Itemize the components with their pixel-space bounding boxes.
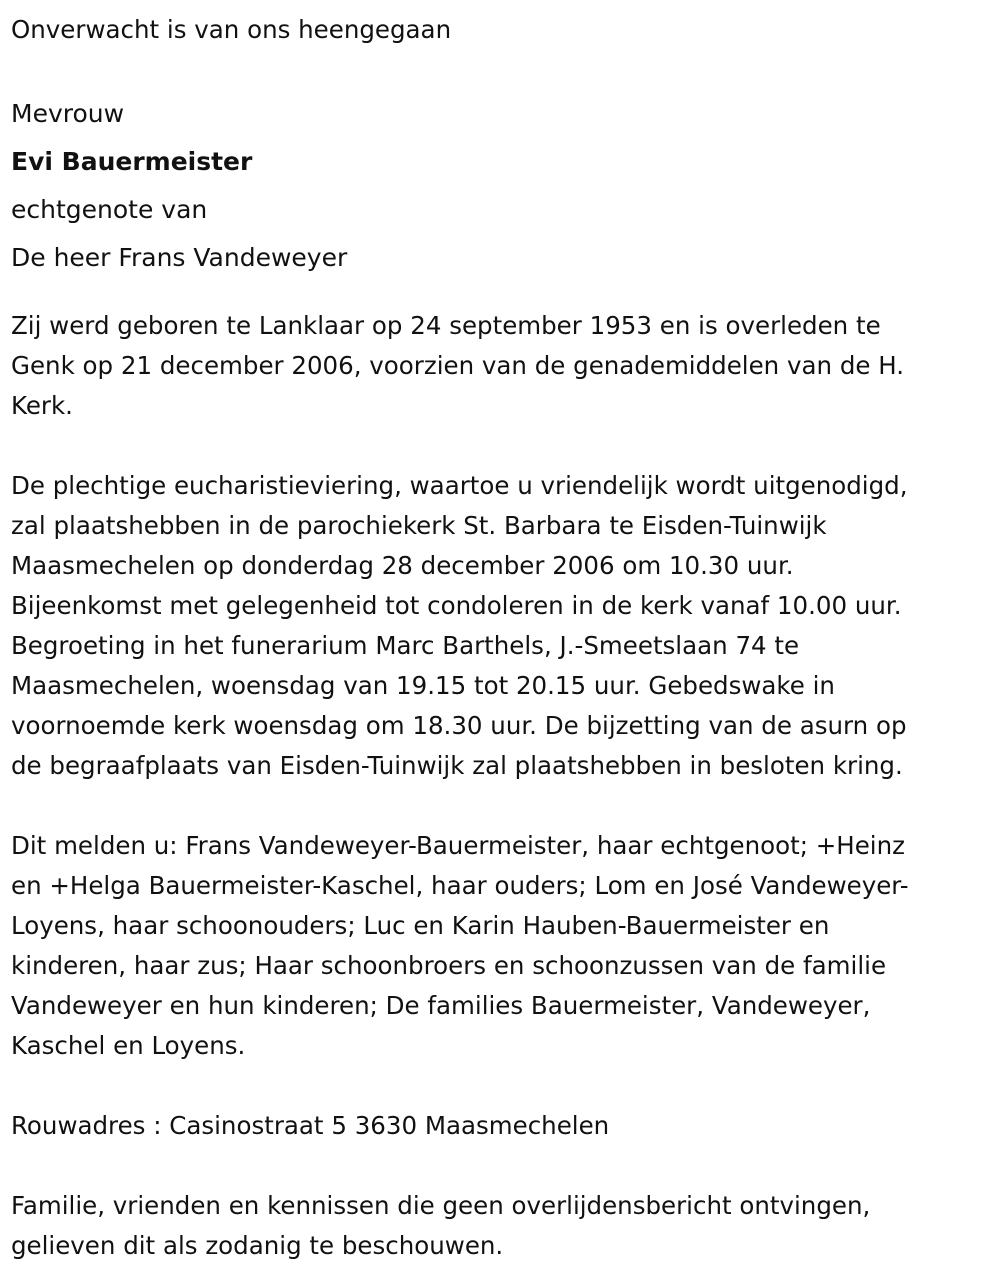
salutation-text: Mevrouw xyxy=(11,99,125,128)
spacer xyxy=(11,786,1000,826)
paragraph-line: Loyens, haar schoonouders; Luc en Karin Hauben-Bauermeister en xyxy=(11,911,830,940)
paragraph-line: Maasmechelen op donderdag 28 december 2006 om 10.30 uur. xyxy=(11,551,794,580)
paragraph-line: Vandeweyer en hun kinderen; De families Bauermeister, Vandeweyer, xyxy=(11,991,871,1020)
paragraph-line: en +Helga Bauermeister-Kaschel, haar ouders; Lom en José Vandeweyer- xyxy=(11,871,909,900)
closing-paragraph xyxy=(11,1186,1000,1266)
paragraph-line: zal plaatshebben in de parochiekerk St. Barbara te Eisden-Tuinwijk xyxy=(11,511,827,540)
paragraph-line: Dit melden u: Frans Vandeweyer-Bauermeister, haar echtgenoot; +Heinz xyxy=(11,831,905,860)
paragraph-line: Genk op 21 december 2006, voorzien van de genademiddelen van de H. xyxy=(11,351,905,380)
paragraph-line: voornoemde kerk woensdag om 18.30 uur. De bijzetting van de asurn op xyxy=(11,711,907,740)
paragraph-line: kinderen, haar zus; Haar schoonbroers en schoonzussen van de familie xyxy=(11,951,887,980)
paragraph-line: Zij werd geboren te Lanklaar op 24 september 1953 en is overleden te xyxy=(11,311,881,340)
paragraph-line: De plechtige eucharistieviering, waartoe u vriendelijk wordt uitgenodigd, xyxy=(11,471,908,500)
paragraph-line: de begraafplaats van Eisden-Tuinwijk zal plaatshebben in besloten kring. xyxy=(11,751,903,780)
deceased-name: Evi Bauermeister xyxy=(11,147,253,176)
paragraph-line: Maasmechelen, woensdag van 19.15 tot 20.15 uur. Gebedswake in xyxy=(11,671,835,700)
paragraph-line: Bijeenkomst met gelegenheid tot condoleren in de kerk vanaf 10.00 uur. xyxy=(11,591,902,620)
paragraph-line: Familie, vrienden en kennissen die geen overlijdensbericht ontvingen, xyxy=(11,1191,871,1220)
spacer xyxy=(11,426,1000,466)
paragraph-line: Kaschel en Loyens. xyxy=(11,1031,246,1060)
ceremony-paragraph xyxy=(11,466,1000,786)
family-paragraph xyxy=(11,826,1000,1066)
spacer xyxy=(11,1066,1000,1106)
paragraph-line: Begroeting in het funerarium Marc Barthels, J.-Smeetslaan 74 te xyxy=(11,631,800,660)
spacer xyxy=(11,1146,1000,1186)
intro-text: Onverwacht is van ons heengegaan xyxy=(11,15,452,44)
spacer xyxy=(11,282,1000,306)
spouse-name: De heer Frans Vandeweyer xyxy=(11,243,348,272)
spacer xyxy=(11,50,1000,90)
birth-paragraph xyxy=(11,306,1000,426)
paragraph-line: gelieven dit als zodanig te beschouwen. xyxy=(11,1231,504,1260)
paragraph-line: Kerk. xyxy=(11,391,73,420)
relation-text: echtgenote van xyxy=(11,195,208,224)
address-text: Rouwadres : Casinostraat 5 3630 Maasmechelen xyxy=(11,1111,610,1140)
